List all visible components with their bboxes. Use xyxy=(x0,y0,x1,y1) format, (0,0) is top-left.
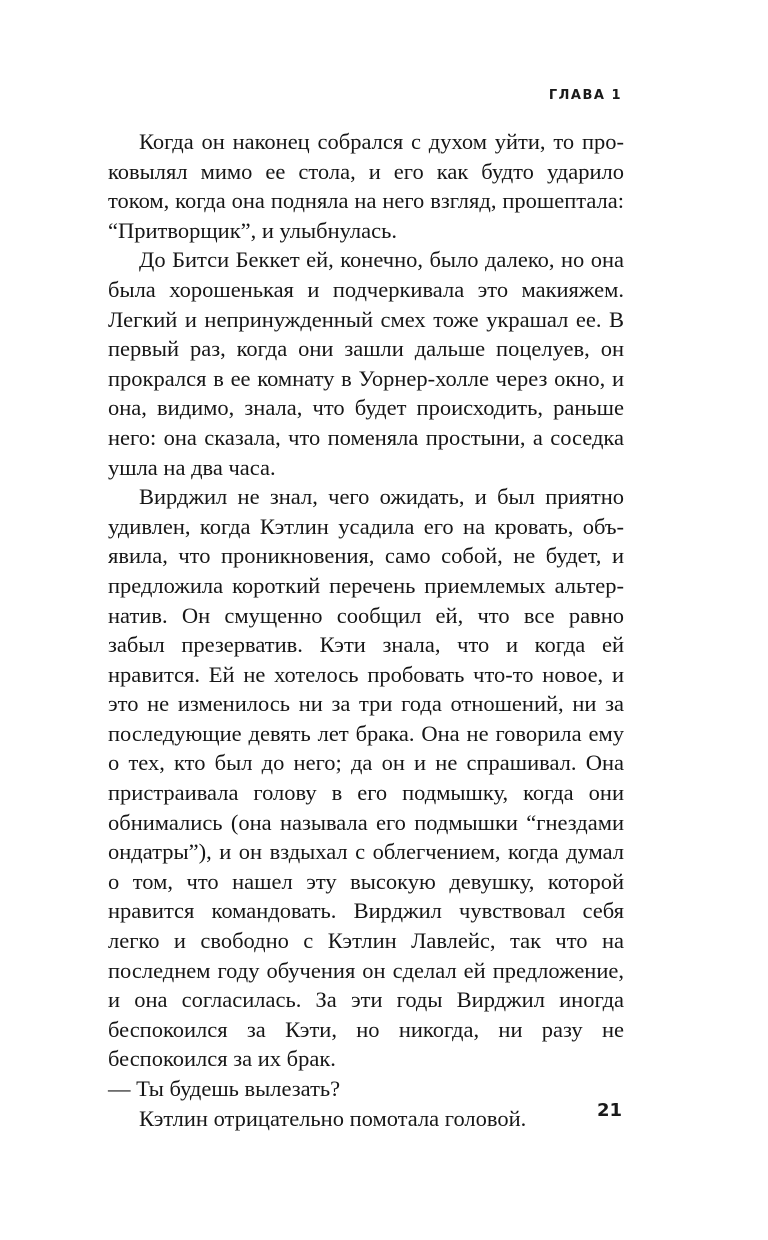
paragraph: До Битси Беккет ей, конечно, было далеко, но она была хорошенькая и подчеркивала это макияжем. Легкий и непринужденный смех тоже украшал ее. В первый раз, когда они зашли дальше поцелуев, он прокрался в ее комнату в Уорнер-холле через окно, и она, видимо, знала, что будет происходить, раньше него: она сказала, что поменяла простыни, а соседка ушла на два часа. xyxy=(108,247,624,480)
paragraph: Кэтлин отрицательно помотала головой. xyxy=(139,1105,527,1131)
running-head: ГЛАВА 1 xyxy=(548,88,622,103)
paragraph: Вирджил не знал, чего ожидать, и был приятно удивлен, когда Кэтлин усадила его на кровать, объявила, что проникновения, само собой, не будет, и предложила короткий перечень приемлемых альтернатив. Он смущенно сообщил ей, что все равно забыл презерватив. Кэти знала, что и когда ей нравится. Ей не хотелось пробовать что-то новое, и это не изменилось ни за три года отношений, ни за последующие девять лет брака. Она не говорила ему о тех, кто был до него; да он и не спрашивал. Она пристраивала голову в его подмышку, когда они обнимались (она называла его подмышки “гнездами ондатры”), и он вздыхал с облегчением, когда думал о том, что нашел эту высокую девушку, которой нравится командовать. Вирджил чувствовал себя легко и свободно с Кэтлин Лавлейс, так что на последнем году обучения он сделал ей предложение, и она согласилась. За эти годы Вирджил иногда беспокоился за Кэти, но никогда, ни разу не беспокоился за их брак. xyxy=(108,484,624,1072)
paragraph: Когда он наконец собрался с духом уйти, то проковылял мимо ее стола, и его как будто ударило током, когда она подняла на него взгляд, прошептала: “Притворщик”, и улыбнулась. xyxy=(108,129,624,243)
body-text xyxy=(108,127,624,1133)
page-number: 21 xyxy=(596,1100,622,1121)
dialogue-line: — Ты будешь вылезать? xyxy=(108,1076,341,1101)
